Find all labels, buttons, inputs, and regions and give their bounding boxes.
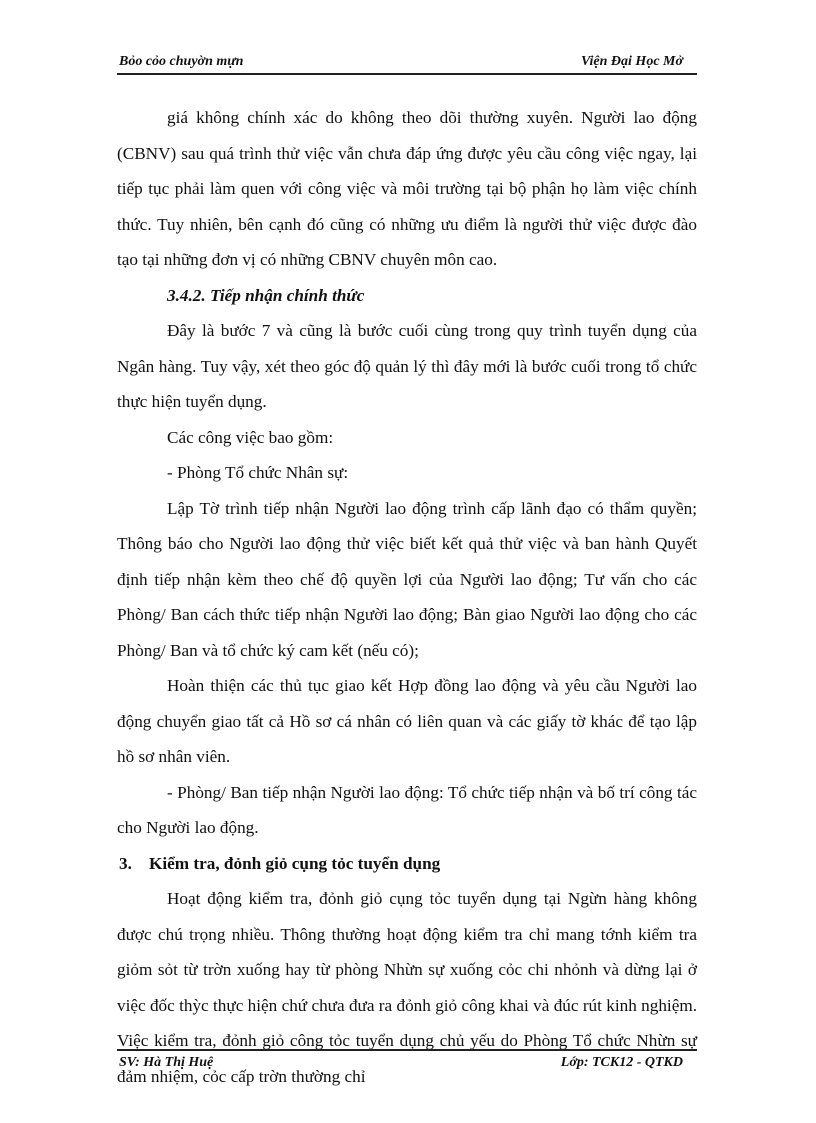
paragraph-hr-tasks: Lập Tờ trình tiếp nhận Người lao động trình cấp lãnh đạo có thẩm quyền; Thông báo cho Người lao động thử việc biết kết quả thử việc và ban hành Quyết định tiếp nhận kèm theo chế độ quyền lợi của Người lao động; Tư vấn cho các Phòng/ Ban cách thức tiếp nhận Người lao động; Bàn giao Người lao động cho các Phòng/ Ban và tổ chức ký cam kết (nếu có); — [117, 498, 697, 660]
paragraph-contract: Hoàn thiện các thủ tục giao kết Hợp đồng lao động và yêu cầu Người lao động chuyển giao tất cả Hồ sơ cá nhân có liên quan và các giấy tờ khác để tạo lập hồ sơ nhân viên. — [117, 676, 697, 766]
footer-class: Lớp: TCK12 - QTKD — [560, 1055, 683, 1070]
section-title: Kiểm tra, đỏnh giỏ cụng tỏc tuyển dụng — [149, 853, 441, 873]
paragraph-step-seven: Đây là bước 7 và cũng là bước cuối cùng trong quy trình tuyển dụng của Ngân hàng. Tuy vậy, xét theo góc độ quản lý thì đây mới là bước cuối trong tổ chức thực hiện tuyển dụng. — [117, 321, 697, 411]
header-institution: Viện Đại Học Mở — [580, 54, 683, 69]
subheading-official-reception: 3.4.2. Tiếp nhận chính thức — [167, 285, 365, 305]
paragraph-evaluation: Hoạt động kiểm tra, đỏnh giỏ cụng tỏc tuyển dụng tại Ngừn hàng không được chú trọng nhiều. Thông thường hoạt động kiểm tra chỉ mang tớnh kiểm tra giỏm sỏt từ trờn xuống hay từ phòng Nhừn sự xuống cỏc chi nhỏnh và dừng lại ở việc đốc thỳc thực hiện chứ chưa đưa ra đỏnh giỏ công khai và đúc rút kinh nghiệm. Việc kiểm tra, đỏnh giỏ công tỏc tuyển dụng chủ yếu do Phòng Tổ chức Nhừn sự đảm nhiệm, cỏc cấp trờn thường chỉ — [117, 889, 697, 1086]
page-footer — [117, 1049, 697, 1073]
page-header — [117, 53, 697, 75]
header-report-title: Bỏo cỏo chuyờn mựn — [119, 54, 244, 69]
paragraph-trial-work: giá không chính xác do không theo dõi thường xuyên. Người lao động (CBNV) sau quá trình thử việc vẫn chưa đáp ứng được yêu cầu công việc ngay, lại tiếp tục phải làm quen với công việc và môi trường tại bộ phận họ làm việc chính thức. Tuy nhiên, bên cạnh đó cũng có những ưu điểm là người thử việc được đào tạo tại những đơn vị có những CBNV chuyên môn cao. — [117, 108, 697, 269]
section-number: 3. — [119, 853, 132, 873]
footer-student-name: SV: Hà Thị Huệ — [119, 1055, 214, 1070]
section-heading-evaluation — [117, 846, 697, 882]
paragraph-hr-department: - Phòng Tổ chức Nhân sự: — [167, 463, 349, 482]
paragraph-receiving-department: - Phòng/ Ban tiếp nhận Người lao động: Tổ chức tiếp nhận và bố trí công tác cho Người lao động. — [117, 782, 697, 837]
paragraph-tasks-intro: Các công việc bao gồm: — [167, 427, 334, 447]
document-body — [117, 100, 697, 1094]
